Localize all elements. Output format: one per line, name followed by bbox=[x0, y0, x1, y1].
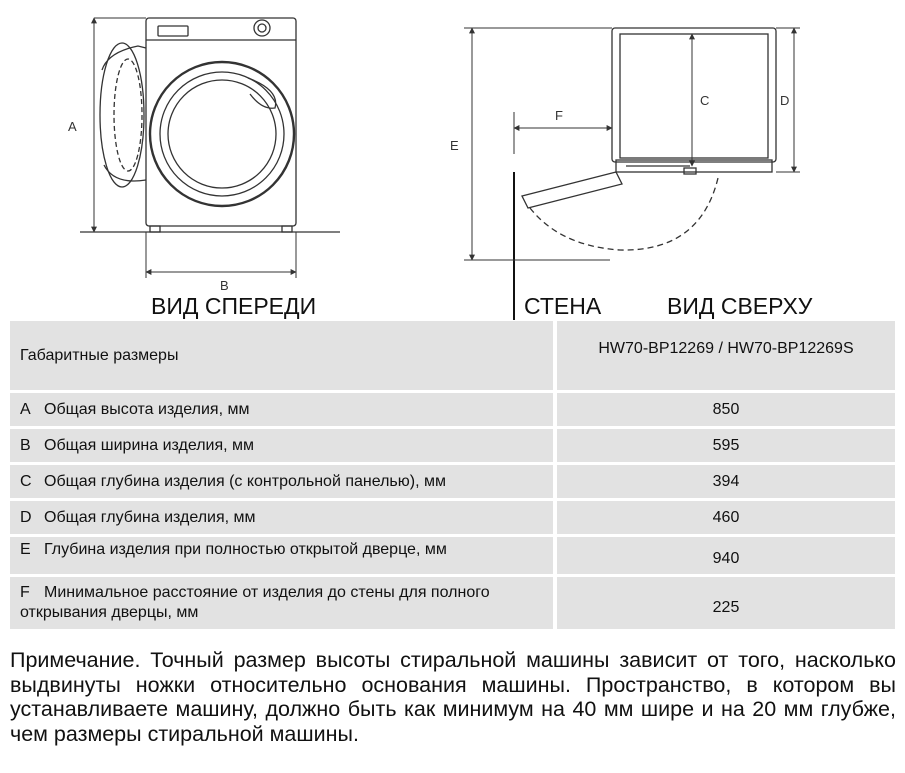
header-model: HW70-BP12269 / HW70-BP12269S bbox=[598, 340, 854, 357]
row-label bbox=[20, 400, 545, 420]
row-text: Общая ширина изделия, мм bbox=[44, 436, 255, 454]
table-row bbox=[8, 537, 897, 574]
row-letter: C bbox=[20, 472, 32, 490]
header-label-cell bbox=[10, 321, 553, 390]
dimensions-diagram bbox=[0, 0, 905, 320]
row-value-cell bbox=[557, 393, 895, 426]
row-value: 850 bbox=[712, 400, 740, 418]
row-value: 460 bbox=[712, 508, 740, 526]
label-b: B bbox=[220, 278, 229, 293]
row-value-cell bbox=[557, 429, 895, 462]
table-row bbox=[8, 501, 897, 534]
row-letter: A bbox=[20, 400, 31, 418]
row-letter: B bbox=[20, 436, 31, 454]
row-label-cell bbox=[10, 465, 553, 498]
top-view-title: ВИД СВЕРХУ bbox=[667, 293, 813, 319]
front-view-title: ВИД СПЕРЕДИ bbox=[151, 293, 317, 319]
header-model-cell bbox=[557, 321, 895, 390]
row-value: 225 bbox=[712, 599, 740, 617]
row-letter: F bbox=[20, 584, 30, 601]
row-value-cell bbox=[557, 577, 895, 629]
label-c: C bbox=[700, 93, 710, 108]
table-header-row bbox=[8, 321, 897, 390]
row-text: Минимальное расстояние от изделия до стены для полного открывания дверцы, мм bbox=[20, 584, 490, 621]
table-row bbox=[8, 429, 897, 462]
row-letter: E bbox=[20, 540, 31, 558]
row-label bbox=[20, 436, 545, 456]
table-row bbox=[8, 393, 897, 426]
row-label-cell bbox=[10, 501, 553, 534]
row-label bbox=[20, 540, 545, 560]
row-label-cell bbox=[10, 393, 553, 426]
row-label-cell bbox=[10, 537, 553, 574]
row-label-cell bbox=[10, 577, 553, 629]
row-label bbox=[20, 472, 545, 492]
table-row bbox=[8, 465, 897, 498]
row-value: 394 bbox=[712, 472, 740, 490]
row-label bbox=[20, 508, 545, 528]
row-value-cell bbox=[557, 501, 895, 534]
row-text: Общая глубина изделия, мм bbox=[44, 508, 256, 526]
label-d: D bbox=[780, 93, 790, 108]
front-view-dimensions bbox=[94, 18, 296, 278]
row-value-cell bbox=[557, 537, 895, 574]
note-paragraph: Примечание. Точный размер высоты стиральной машины зависит от того, насколько выдвинуты ножки относительно основания машины. Пространство, в котором вы устанавливаете машину, должно быть как минимум на 40 мм шире и на 20 мм глубже, чем размеры стиральной машины. bbox=[10, 648, 896, 746]
row-text: Глубина изделия при полностью открытой дверце, мм bbox=[44, 540, 447, 558]
front-view-washer bbox=[80, 18, 340, 232]
label-f: F bbox=[555, 108, 563, 123]
label-a: A bbox=[68, 119, 77, 134]
wall-label: СТЕНА bbox=[524, 293, 602, 319]
row-text: Общая глубина изделия (с контрольной панелью), мм bbox=[44, 472, 446, 490]
label-e: E bbox=[450, 138, 459, 153]
row-text: Общая высота изделия, мм bbox=[44, 400, 250, 418]
row-value-cell bbox=[557, 465, 895, 498]
row-value: 595 bbox=[712, 436, 740, 454]
row-value: 940 bbox=[712, 550, 740, 568]
row-label bbox=[20, 583, 545, 623]
top-view-washer bbox=[522, 28, 776, 250]
table-row bbox=[8, 577, 897, 629]
row-label-cell bbox=[10, 429, 553, 462]
row-letter: D bbox=[20, 508, 32, 526]
header-label: Габаритные размеры bbox=[20, 346, 179, 364]
